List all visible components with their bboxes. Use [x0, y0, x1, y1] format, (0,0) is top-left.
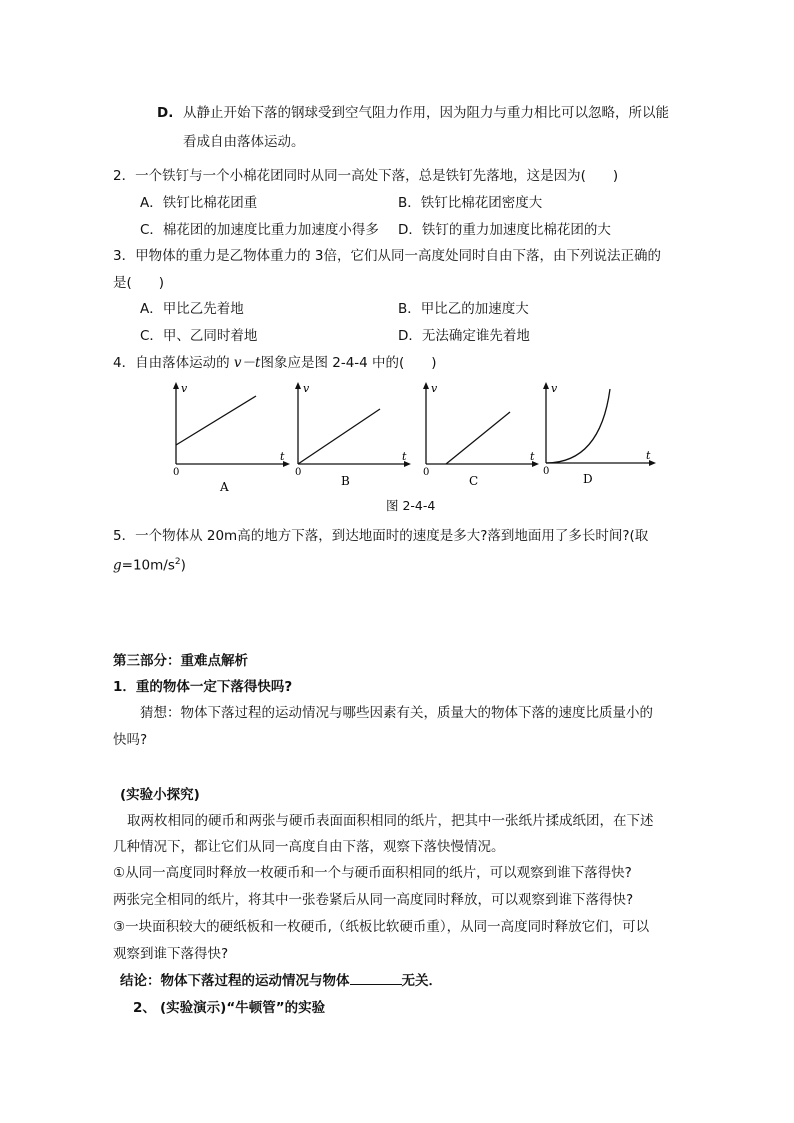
graph-c-t-label: t [530, 450, 535, 463]
experiment-item3-line2: 观察到谁下落得快? [113, 946, 229, 962]
section1-title: 1．重的物体一定下落得快吗? [113, 679, 293, 695]
figure-caption: 图 2-4-4 [386, 498, 436, 513]
q3-option-a: A．甲比乙先着地 [140, 301, 244, 317]
q2-stem: 2．一个铁钉与一个小棉花团同时从同一高处下落，总是铁钉先落地，这是因为( ) [113, 168, 619, 184]
graph-a-line [176, 396, 256, 445]
q2-option-a: A．铁钉比棉花团重 [140, 195, 258, 211]
graph-d-origin: 0 [543, 466, 550, 477]
graph-b [295, 382, 411, 488]
graph-a-t-label: t [280, 450, 285, 463]
q5-close: ) [180, 557, 186, 574]
q3-stem-line2: 是( ) [113, 275, 165, 291]
experiment-item2: 两张完全相同的纸片，将其中一张卷紧后从同一高度同时释放，可以观察到谁下落得快? [113, 892, 634, 908]
section2-number: 2、 [133, 1000, 156, 1016]
q4-stem-post: 图象应是图 2-4-4 中的( ) [260, 355, 437, 371]
graph-c-v-arrow [423, 382, 429, 389]
graph-d-curve [546, 389, 610, 463]
graph-b-t-label: t [402, 450, 407, 463]
q2-option-b: B．铁钉比棉花团密度大 [398, 195, 543, 211]
q4-stem [113, 354, 437, 372]
graph-b-origin: 0 [295, 467, 302, 478]
experiment-title: (实验小探究) [120, 787, 200, 803]
q1-option-d-letter: D. [157, 105, 174, 121]
q4-stem-pre: 4．自由落体运动的 [113, 355, 234, 371]
q3-option-c: C．甲、乙同时着地 [140, 328, 258, 344]
graph-d-label: D [583, 472, 593, 486]
graph-a-v-arrow [173, 382, 179, 389]
q1-option-d-line1: 从静止开始下落的钢球受到空气阻力作用，因为阻力与重力相比可以忽略，所以能 [183, 105, 669, 121]
experiment-item3-line1: ③一块面积较大的硬纸板和一枚硬币,（纸板比软硬币重），从同一高度同时释放它们，可以 [113, 919, 650, 935]
q1-option-d-line2: 看成自由落体运动。 [183, 134, 305, 150]
conclusion-post: 无关． [401, 973, 442, 989]
q5-exponent: 2 [174, 557, 181, 567]
q3-option-b: B．甲比乙的加速度大 [398, 301, 529, 317]
conclusion [120, 972, 442, 990]
q2-option-c: C．棉花团的加速度比重力加速度小得多 [140, 222, 379, 238]
graph-b-v-label: v [303, 382, 310, 395]
part3-heading: 第三部分：重难点解析 [113, 653, 248, 669]
graph-b-line [298, 409, 380, 464]
graph-c-label: C [469, 474, 479, 488]
q5-g-symbol: g [113, 557, 122, 574]
graph-d [543, 382, 656, 486]
graph-a-label: A [220, 480, 229, 494]
graph-a [173, 382, 290, 494]
graph-a-v-label: v [181, 382, 188, 395]
graph-b-v-arrow [295, 382, 301, 389]
q5-line2 [113, 553, 186, 575]
graph-d-v-label: v [551, 382, 558, 395]
section2-title: (实验演示)“牛顿管”的实验 [160, 1000, 326, 1016]
graph-b-label: B [341, 474, 350, 488]
q4-vt-symbol: v－t [233, 355, 261, 371]
q5-line1: 5．一个物体从 20m高的地方下落，到达地面时的速度是多大?落到地面用了多长时间?(取 [113, 528, 649, 544]
conclusion-blank [350, 972, 402, 985]
experiment-line1: 取两枚相同的硬币和两张与硬币表面面积相同的纸片，把其中一张纸片揉成纸团，在下述 [127, 813, 654, 829]
graph-c-line [446, 412, 510, 464]
q3-option-d: D．无法确定谁先着地 [398, 328, 530, 344]
q2-option-d: D．铁钉的重力加速度比棉花团的大 [398, 222, 611, 238]
q5-line2-rest: =10m/s [121, 557, 175, 574]
graph-c-v-label: v [431, 382, 438, 395]
experiment-line2: 几种情况下，都让它们从同一高度自由下落，观察下落快慢情况。 [113, 839, 505, 855]
q3-stem-line1: 3．甲物体的重力是乙物体重力的 3倍，它们从同一高度处同时自由下落，由下列说法正确的 [113, 248, 661, 264]
guess-line1: 猜想：物体下落过程的运动情况与哪些因素有关，质量大的物体下落的速度比质量小的 [140, 705, 653, 721]
graph-c [423, 382, 539, 488]
graph-a-origin: 0 [173, 467, 180, 478]
graph-d-t-label: t [646, 449, 651, 462]
guess-line2: 快吗? [113, 732, 148, 748]
experiment-item1: ①从同一高度同时释放一枚硬币和一个与硬币面积相同的纸片，可以观察到谁下落得快? [113, 865, 632, 881]
conclusion-pre: 结论：物体下落过程的运动情况与物体 [120, 973, 350, 989]
q4-figure [160, 375, 670, 495]
graph-d-v-arrow [543, 382, 549, 389]
graph-c-origin: 0 [423, 467, 430, 478]
